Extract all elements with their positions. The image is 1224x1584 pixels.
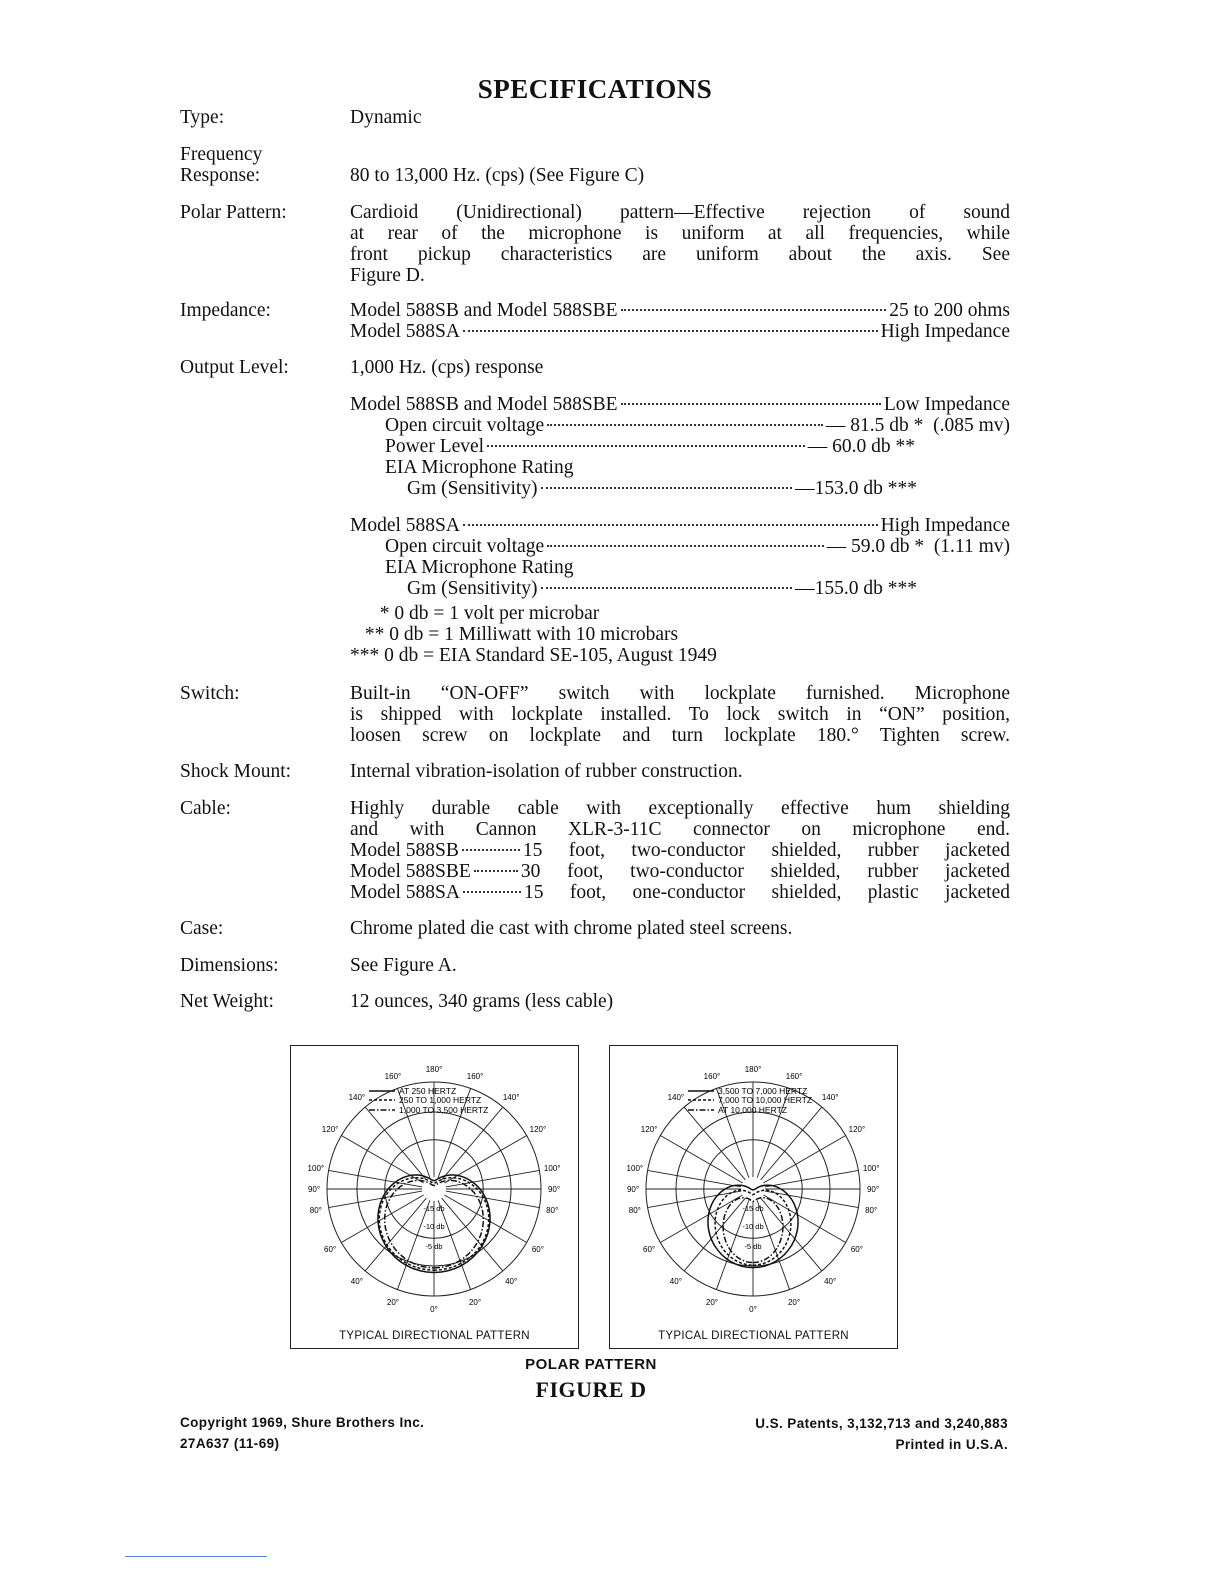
db-label: -5 db [744, 1242, 762, 1251]
polar-spoke [763, 1195, 845, 1243]
angle-label: 40° [505, 1276, 518, 1286]
angle-label: 120° [640, 1125, 658, 1134]
output-intro: 1,000 Hz. (cps) response [350, 357, 544, 378]
angle-label: 90° [547, 1185, 561, 1194]
polar-chart-right [610, 1046, 897, 1348]
db-label: -10 db [423, 1222, 445, 1231]
spec-label: Frequency [180, 144, 263, 165]
angle-label: 180° [425, 1065, 443, 1074]
polar-spoke [660, 1136, 742, 1184]
angle-label: 80° [865, 1205, 878, 1215]
angle-label: 0° [430, 1305, 438, 1314]
polar-spoke [446, 1191, 540, 1207]
figure-caption: TYPICAL DIRECTIONAL PATTERN [658, 1330, 849, 1342]
text-line: at rear of the microphone is uniform at all frequencies, while [350, 223, 1010, 244]
footnote: *** 0 db = EIA Standard SE-105, August 1949 [350, 645, 717, 666]
angle-label: 120° [529, 1125, 547, 1134]
spec-label: Case: [180, 918, 224, 939]
dotted-row: Model 588SB and Model 588SBE Low Impedance [350, 394, 1010, 415]
angle-label: 100° [862, 1164, 880, 1174]
polar-spoke [329, 1191, 423, 1207]
spec-value: Chrome plated die cast with chrome plated steel screens. [350, 918, 793, 939]
angle-label: 140° [821, 1093, 839, 1103]
dotted-row: Model 588SA 15 foot, one-conductor shielded, plastic jacketed [350, 882, 1010, 903]
db-label: -15 db [742, 1204, 764, 1213]
angle-label: 20° [705, 1297, 719, 1307]
text-line: front pickup characteristics are uniform about the axis. See [350, 244, 1010, 265]
angle-label: 160° [466, 1072, 484, 1082]
angle-label: 90° [307, 1185, 321, 1194]
text-line: Highly durable cable with exceptionally effective hum shielding [350, 798, 1010, 819]
spec-label: Shock Mount: [180, 761, 292, 782]
spec-label: Impedance: [180, 300, 271, 321]
polar-figure-right [609, 1045, 898, 1349]
dotted-row: Model 588SA High Impedance [350, 321, 1010, 342]
dotted-row: Model 588SBE 30 foot, two-conductor shielded, rubber jacketed [350, 861, 1010, 882]
angle-label: 80° [546, 1205, 559, 1215]
angle-label: 100° [307, 1164, 325, 1174]
spec-value: 80 to 13,000 Hz. (cps) (See Figure C) [350, 165, 645, 186]
legend-label: 7,000 TO 10,000 HERTZ [718, 1095, 813, 1105]
text-line: Built-in “ON-OFF” switch with lockplate furnished. Microphone [350, 683, 1010, 704]
legend-label: 3,500 TO 7,000 HERTZ [718, 1086, 808, 1096]
angle-label: 100° [626, 1164, 644, 1174]
copyright: Copyright 1969, Shure Brothers Inc. [180, 1415, 425, 1430]
text-line: Cardioid (Unidirectional) pattern—Effective rejection of sound [350, 202, 1010, 223]
dotted-row: Open circuit voltage — 59.0 db * (1.11 mv) [385, 536, 1010, 557]
text-line: is shipped with lockplate installed. To lock switch in “ON” position, [350, 704, 1010, 725]
legend-label: AT 10,000 HERTZ [718, 1105, 787, 1115]
text-line: loosen screw on lockplate and turn lockplate 180.° Tighten screw. [350, 725, 1010, 746]
figure-caption: TYPICAL DIRECTIONAL PATTERN [339, 1330, 530, 1342]
dotted-row: Power Level — 60.0 db ** [385, 436, 915, 457]
figure-title: FIGURE D [535, 1377, 647, 1402]
spec-label: Type: [180, 107, 225, 128]
polar-figure-left [290, 1045, 579, 1349]
footer-right [755, 1413, 1008, 1455]
footnote: ** 0 db = 1 Milliwatt with 10 microbars [360, 624, 679, 645]
angle-label: 180° [744, 1065, 762, 1074]
angle-label: 140° [348, 1093, 366, 1103]
angle-label: 80° [628, 1205, 641, 1215]
legend-label: 1,000 TO 3,500 HERTZ [399, 1105, 489, 1115]
spec-value: Dynamic [350, 107, 422, 128]
text-line: and with Cannon XLR-3-11C connector on microphone end. [350, 819, 1010, 840]
polar-spoke [765, 1170, 859, 1186]
angle-label: 160° [703, 1072, 721, 1082]
text-line: EIA Microphone Rating [385, 457, 574, 478]
db-label: -10 db [742, 1222, 764, 1231]
dotted-row: Model 588SB 15 foot, two-conductor shielded, rubber jacketed [350, 840, 1010, 861]
legend-label: 250 TO 1,000 HERTZ [399, 1095, 482, 1105]
footer-left [180, 1412, 424, 1454]
angle-label: 40° [350, 1276, 363, 1286]
dotted-row: Open circuit voltage — 81.5 db * (.085 mv) [385, 415, 1010, 436]
angle-label: 160° [384, 1072, 402, 1082]
page-title: SPECIFICATIONS [477, 74, 713, 104]
spec-label: Dimensions: [180, 955, 279, 976]
angle-label: 100° [543, 1164, 561, 1174]
angle-label: 60° [531, 1245, 544, 1254]
patents: U.S. Patents, 3,132,713 and 3,240,883 [755, 1416, 1008, 1431]
spec-value: Internal vibration-isolation of rubber construction. [350, 761, 743, 782]
angle-label: 20° [386, 1297, 400, 1307]
dotted-row: Model 588SA High Impedance [350, 515, 1010, 536]
spec-label: Cable: [180, 798, 231, 819]
polar-spoke [660, 1195, 742, 1243]
polar-chart-left [291, 1046, 578, 1348]
spec-label: Output Level: [180, 357, 289, 378]
angle-label: 160° [785, 1072, 803, 1082]
polar-spoke [765, 1191, 859, 1207]
polar-pattern-caption: POLAR PATTERN [525, 1356, 657, 1373]
db-label: -5 db [425, 1242, 443, 1251]
text-line: EIA Microphone Rating [385, 557, 574, 578]
spec-label: Net Weight: [180, 991, 274, 1012]
angle-label: 60° [643, 1245, 656, 1254]
angle-label: 140° [667, 1093, 685, 1103]
angle-label: 120° [848, 1125, 866, 1134]
angle-label: 60° [850, 1245, 863, 1254]
angle-label: 140° [502, 1093, 520, 1103]
polar-spoke [648, 1170, 742, 1186]
document-code: 27A637 (11-69) [180, 1436, 280, 1451]
spec-label: Response: [180, 165, 261, 186]
angle-label: 40° [824, 1276, 837, 1286]
legend-label: AT 250 HERTZ [399, 1086, 457, 1096]
printed-in: Printed in U.S.A. [895, 1437, 1008, 1452]
spec-value: 12 ounces, 340 grams (less cable) [350, 991, 614, 1012]
text-line: Figure D. [350, 265, 425, 286]
angle-label: 60° [324, 1245, 337, 1254]
footnote: * 0 db = 1 volt per microbar [370, 603, 600, 624]
dotted-row: Gm (Sensitivity) —155.0 db *** [407, 578, 917, 599]
dotted-row: Model 588SB and Model 588SBE 25 to 200 ohms [350, 300, 1010, 321]
angle-label: 90° [626, 1185, 640, 1194]
divider [125, 1556, 267, 1557]
angle-label: 40° [669, 1276, 682, 1286]
dotted-row: Gm (Sensitivity) —153.0 db *** [407, 478, 917, 499]
angle-label: 0° [749, 1305, 757, 1314]
angle-label: 120° [321, 1125, 339, 1134]
polar-spoke [763, 1136, 845, 1184]
spec-label: Polar Pattern: [180, 202, 287, 223]
spec-label: Switch: [180, 683, 240, 704]
angle-label: 20° [787, 1297, 801, 1307]
angle-label: 80° [309, 1205, 322, 1215]
angle-label: 20° [468, 1297, 482, 1307]
spec-value: See Figure A. [350, 955, 457, 976]
angle-label: 90° [866, 1185, 880, 1194]
polar-spoke [648, 1191, 742, 1207]
db-label: -15 db [423, 1204, 445, 1213]
